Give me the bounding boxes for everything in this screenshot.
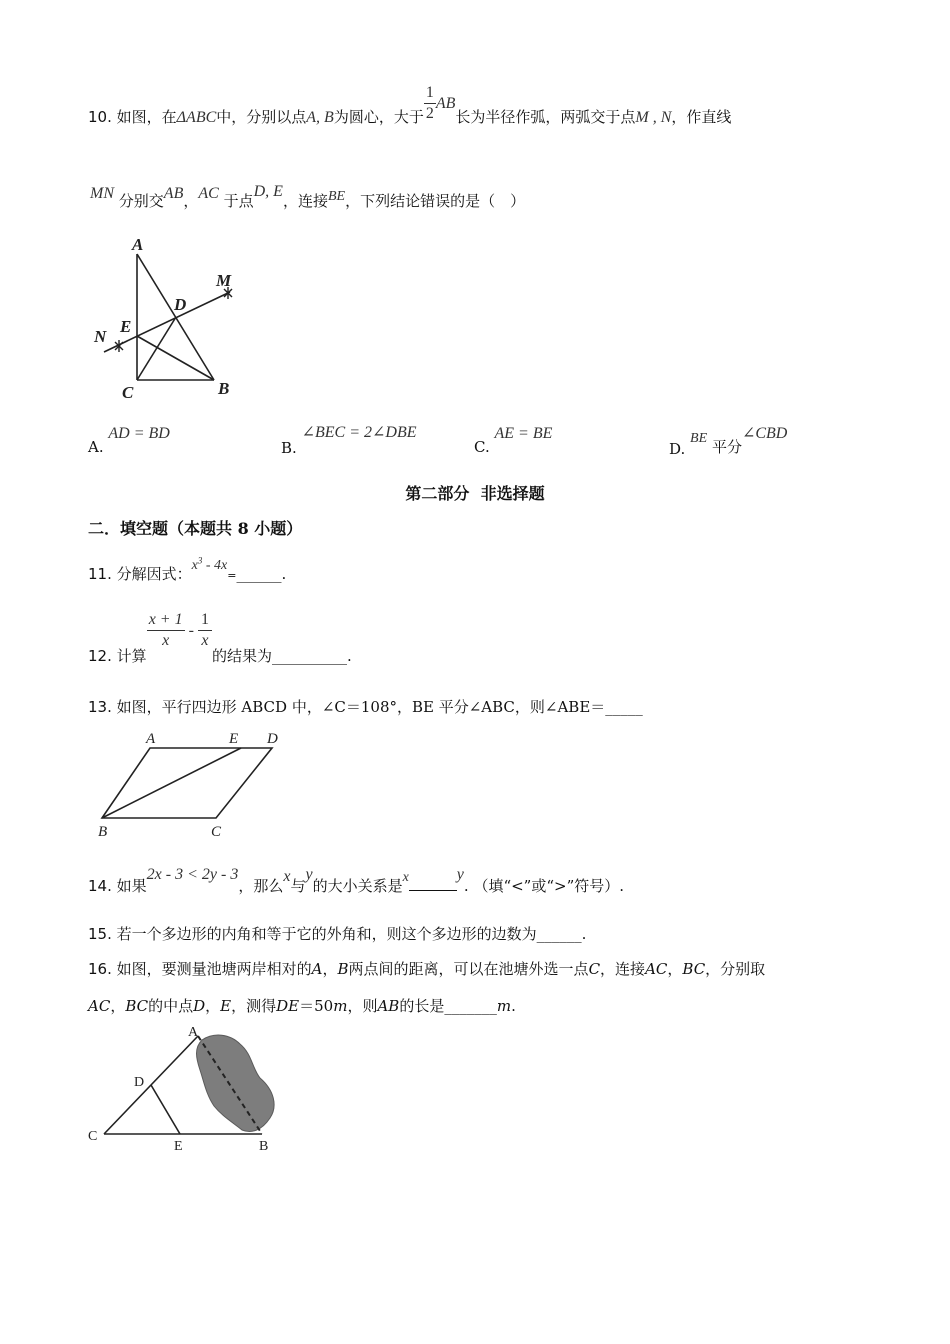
label-c: C <box>122 383 134 402</box>
label-e: E <box>229 731 239 747</box>
inequality: 2x - 3 < 2y - 3 <box>146 866 239 883</box>
label-m: M <box>216 271 232 290</box>
option-d[interactable]: D. BE 平分∠CBD <box>669 425 788 458</box>
q12: 12. 计算 $\frac{x + 1}{x}$ - $\frac{1}{x}$ 的结果为__________. <box>88 611 352 665</box>
label-b: B <box>259 1139 269 1154</box>
label-n: N <box>94 327 107 346</box>
part2-title: 第二部分 非选择题 <box>405 484 545 503</box>
segment-be <box>137 336 214 380</box>
segment-de <box>151 1085 180 1134</box>
triangle-abc: ΔABC <box>176 109 217 126</box>
option-a[interactable]: A. AD = BD <box>88 425 170 456</box>
label-c: C <box>88 1129 98 1144</box>
q16-figure <box>84 1024 284 1154</box>
fraction-x-plus-1-over-x: $\frac{x + 1}{x}$ <box>147 610 185 651</box>
q11-answer-blank[interactable]: ______ <box>236 565 282 583</box>
label-a: A <box>188 1025 199 1040</box>
q16-answer-blank[interactable]: _______ <box>444 997 497 1015</box>
q10-number: 10. <box>88 108 112 126</box>
label-d: D <box>134 1075 145 1090</box>
parallelogram-abcd <box>102 748 272 818</box>
q13-figure <box>92 728 292 842</box>
segment-be <box>102 748 241 818</box>
label-b: B <box>98 824 108 840</box>
q10-line2: MN 分别交AB，AC 于点D, E，连接BE，下列结论错误的是（ ） <box>90 183 526 210</box>
fraction-1-over-x: $\frac{1}{x}$ <box>198 610 212 651</box>
q11: 11. 分解因式：$x^3$ - 4x=______. <box>88 555 287 583</box>
q12-answer-blank[interactable]: __________ <box>272 646 347 665</box>
q16-line2: AC，BC的中点D，E，测得DE＝50m，则AB的长是_______m. <box>88 997 516 1015</box>
section-title: 二．填空题（本题共 8 小题） <box>88 519 303 538</box>
fraction-half: $\frac{1}{2}$ <box>425 83 434 122</box>
label-d: D <box>267 731 278 747</box>
label-e: E <box>174 1139 183 1154</box>
q15: 15. 若一个多边形的内角和等于它的外角和，则这个多边形的边数为______. <box>88 925 587 943</box>
q14: 14. 如果2x - 3 < 2y - 3，那么x与y的大小关系是x y. （填“<”或“>”符号）. <box>88 866 625 895</box>
label-e: E <box>120 317 132 336</box>
pond <box>197 1035 275 1131</box>
label-a: A <box>132 235 144 254</box>
option-c[interactable]: C. AE = BE <box>474 425 553 456</box>
q10-figure <box>88 232 248 404</box>
label-d: D <box>174 295 187 314</box>
q13-answer-blank[interactable]: _____ <box>605 698 643 716</box>
q10-line1: 10. 如图，在ΔABC中，分别以点A, B为圆心，大于 $\frac{1}{2}$ AB长为半径作弧，两弧交于点M , N，作直线 <box>88 83 732 126</box>
label-c: C <box>211 824 222 840</box>
q16-line1: 16. 如图，要测量池塘两岸相对的A，B两点间的距离，可以在池塘外选一点C，连接AC，BC，分别取 <box>88 960 766 978</box>
label-b: B <box>218 379 230 398</box>
q13: 13. 如图，平行四边形 ABCD 中，∠C＝108°，BE 平分∠ABC，则∠ABE＝_____ <box>88 698 643 716</box>
option-b[interactable]: B. ∠BEC = 2∠DBE <box>281 424 417 457</box>
q14-answer-blank[interactable] <box>409 876 457 891</box>
q15-answer-blank[interactable]: ______ <box>536 925 582 943</box>
label-a: A <box>146 731 156 747</box>
